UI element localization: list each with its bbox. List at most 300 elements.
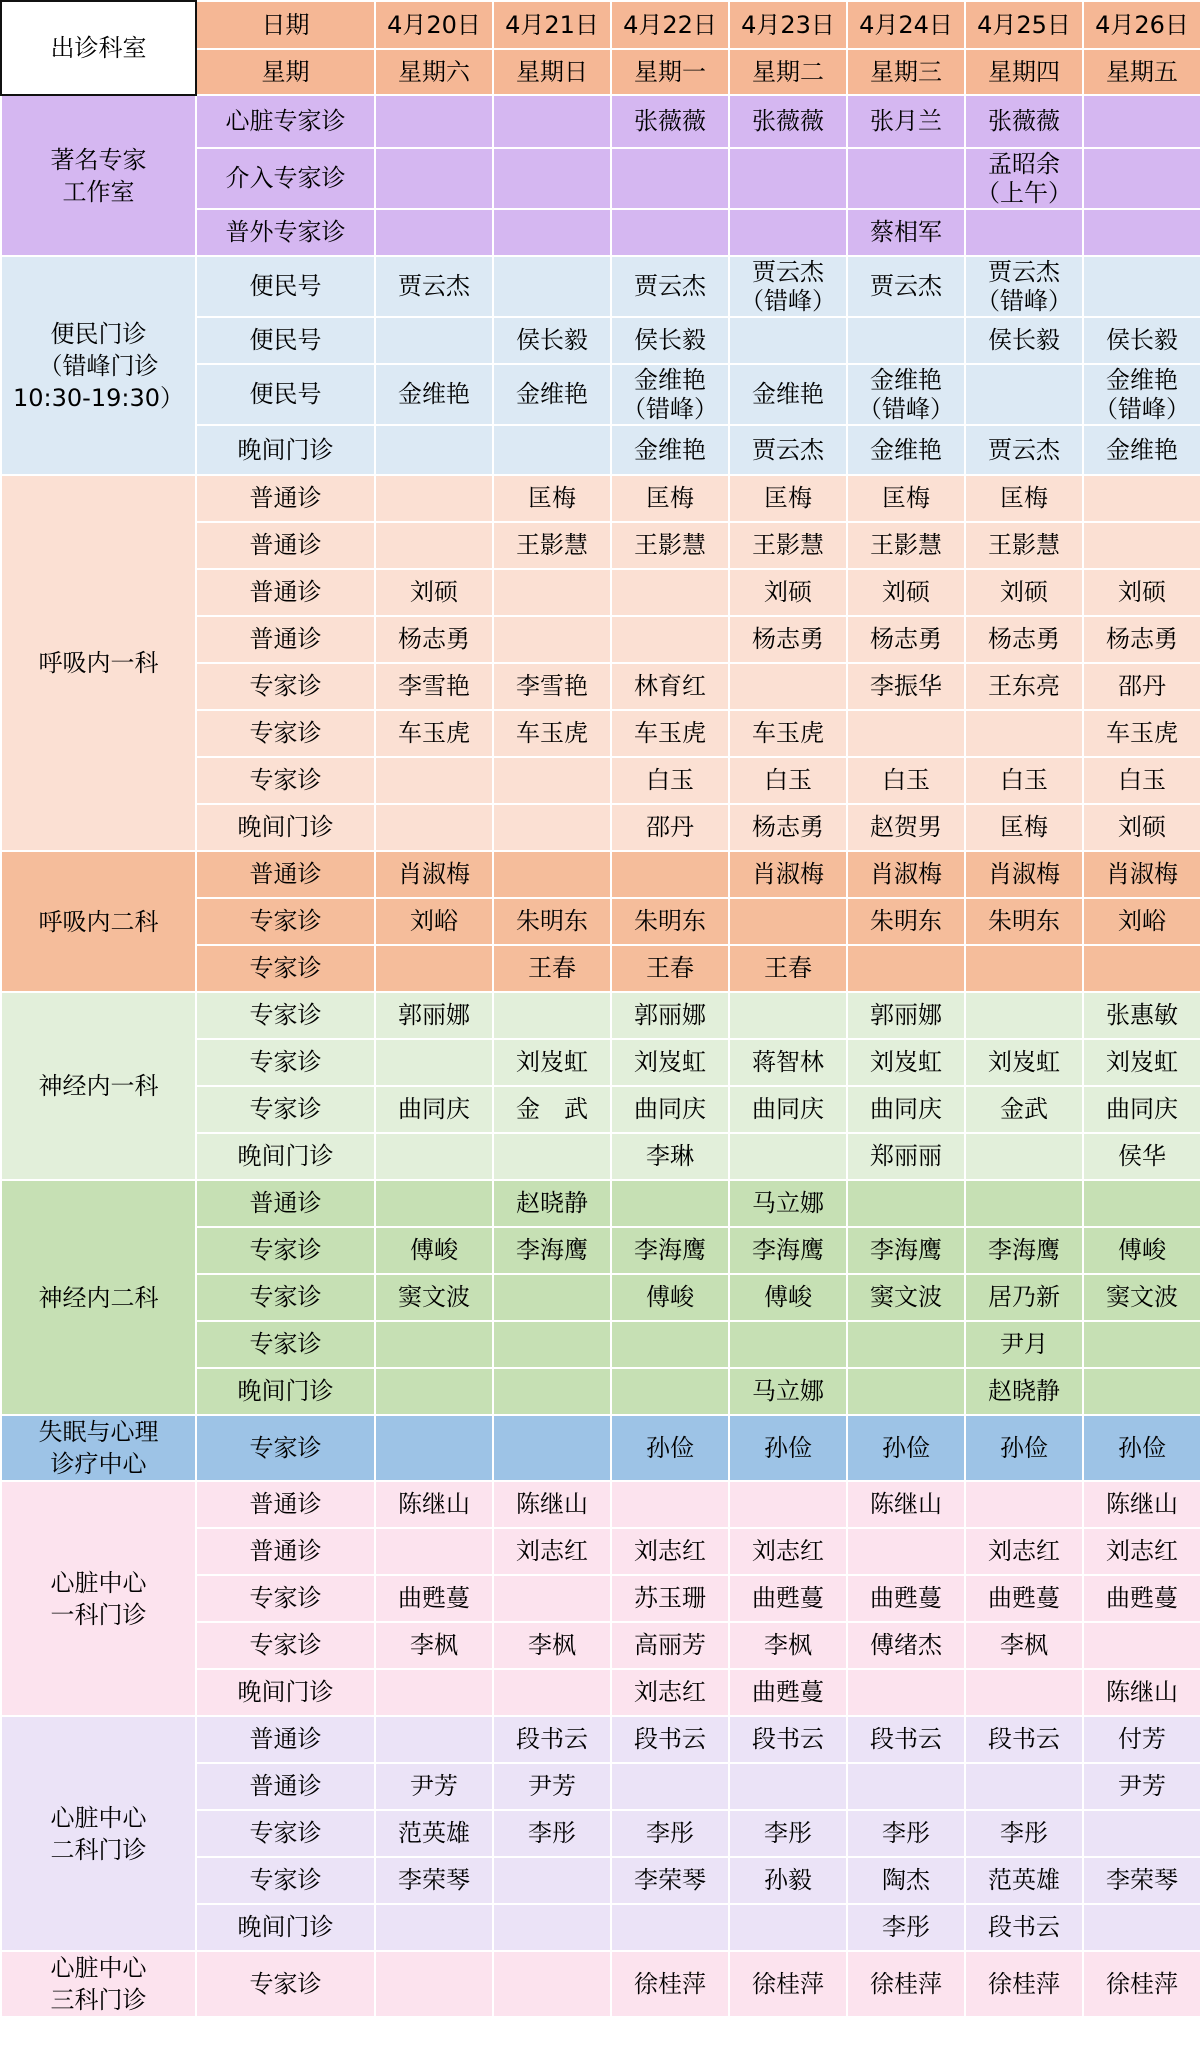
clinic-type-cell: 便民号 (196, 364, 375, 425)
doctor-cell: 段书云 (847, 1716, 965, 1763)
doctor-cell (965, 1481, 1083, 1528)
doctor-cell (375, 95, 493, 148)
department-name-cell: 呼吸内一科 (1, 475, 196, 851)
clinic-type-cell: 专家诊 (196, 710, 375, 757)
doctor-cell (493, 95, 611, 148)
doctor-cell: 匡梅 (965, 475, 1083, 522)
doctor-cell: 刘志红 (729, 1528, 847, 1575)
doctor-cell: 郑丽丽 (847, 1133, 965, 1180)
doctor-cell (493, 1415, 611, 1481)
doctor-cell (493, 1857, 611, 1904)
doctor-cell (1083, 256, 1200, 317)
doctor-cell (847, 1528, 965, 1575)
doctor-cell (375, 1415, 493, 1481)
doctor-cell: 曲甦蔓 (375, 1575, 493, 1622)
doctor-cell: 李荣琴 (611, 1857, 729, 1904)
doctor-cell: 李雪艳 (493, 663, 611, 710)
clinic-type-cell: 专家诊 (196, 1227, 375, 1274)
clinic-type-cell: 便民号 (196, 317, 375, 364)
clinic-type-cell: 普外专家诊 (196, 209, 375, 256)
doctor-cell: 傅绪杰 (847, 1622, 965, 1669)
doctor-cell: 孙俭 (1083, 1415, 1200, 1481)
schedule-row (1, 851, 1200, 898)
doctor-cell (1083, 1810, 1200, 1857)
doctor-cell: 白玉 (729, 757, 847, 804)
doctor-cell: 苏玉珊 (611, 1575, 729, 1622)
doctor-cell (847, 710, 965, 757)
doctor-cell: 孙毅 (729, 1857, 847, 1904)
doctor-cell: 曲甦蔓 (847, 1575, 965, 1622)
doctor-cell: 张薇薇 (965, 95, 1083, 148)
date-cell: 4月21日 (493, 1, 611, 49)
clinic-type-cell: 专家诊 (196, 1415, 375, 1481)
doctor-cell: 张薇薇 (611, 95, 729, 148)
doctor-cell (375, 1368, 493, 1415)
doctor-cell: 刘峪 (375, 898, 493, 945)
department-name-cell: 神经内一科 (1, 992, 196, 1180)
doctor-cell: 曲同庆 (847, 1086, 965, 1133)
doctor-cell: 李彤 (965, 1810, 1083, 1857)
doctor-cell (375, 475, 493, 522)
doctor-cell: 匡梅 (611, 475, 729, 522)
doctor-cell: 车玉虎 (611, 710, 729, 757)
doctor-cell: 白玉 (847, 757, 965, 804)
doctor-cell: 李彤 (847, 1904, 965, 1951)
doctor-cell: 肖淑梅 (729, 851, 847, 898)
doctor-cell: 金 武 (493, 1086, 611, 1133)
doctor-cell: 侯长毅 (965, 317, 1083, 364)
clinic-type-cell: 普通诊 (196, 851, 375, 898)
doctor-cell: 曲甦蔓 (729, 1669, 847, 1716)
clinic-type-cell: 专家诊 (196, 1810, 375, 1857)
doctor-cell (493, 851, 611, 898)
doctor-cell (493, 425, 611, 475)
doctor-cell (375, 1951, 493, 2017)
doctor-cell: 徐桂萍 (611, 1951, 729, 2017)
doctor-cell (1083, 1904, 1200, 1951)
doctor-cell (847, 1180, 965, 1227)
doctor-cell: 金维艳 (375, 364, 493, 425)
date-cell: 4月23日 (729, 1, 847, 49)
doctor-cell: 徐桂萍 (847, 1951, 965, 2017)
doctor-cell: 车玉虎 (375, 710, 493, 757)
doctor-cell (1083, 148, 1200, 209)
doctor-cell (611, 1321, 729, 1368)
doctor-cell: 尹芳 (493, 1763, 611, 1810)
doctor-cell: 孙俭 (965, 1415, 1083, 1481)
department-name-cell: 失眠与心理 诊疗中心 (1, 1415, 196, 1481)
doctor-cell: 段书云 (493, 1716, 611, 1763)
doctor-cell (965, 710, 1083, 757)
doctor-cell: 窦文波 (847, 1274, 965, 1321)
doctor-cell (375, 1180, 493, 1227)
doctor-cell: 金维艳 (493, 364, 611, 425)
doctor-cell: 李海鹰 (847, 1227, 965, 1274)
doctor-cell: 高丽芳 (611, 1622, 729, 1669)
clinic-type-cell: 心脏专家诊 (196, 95, 375, 148)
doctor-cell (847, 1669, 965, 1716)
doctor-cell (729, 992, 847, 1039)
doctor-cell (493, 569, 611, 616)
doctor-cell: 陈继山 (1083, 1669, 1200, 1716)
clinic-type-cell: 普通诊 (196, 475, 375, 522)
doctor-cell (375, 757, 493, 804)
clinic-type-cell: 专家诊 (196, 1622, 375, 1669)
doctor-cell: 李枫 (965, 1622, 1083, 1669)
doctor-cell: 张惠敏 (1083, 992, 1200, 1039)
department-name-cell: 神经内二科 (1, 1180, 196, 1415)
doctor-cell: 刘硕 (1083, 569, 1200, 616)
doctor-cell: 徐桂萍 (729, 1951, 847, 2017)
doctor-cell: 范英雄 (965, 1857, 1083, 1904)
doctor-cell: 李荣琴 (375, 1857, 493, 1904)
doctor-cell: 金维艳 （错峰） (847, 364, 965, 425)
weekday-cell: 星期日 (493, 49, 611, 95)
doctor-cell: 刘志红 (493, 1528, 611, 1575)
doctor-cell: 王影慧 (847, 522, 965, 569)
doctor-cell: 李彤 (611, 1810, 729, 1857)
clinic-type-cell: 专家诊 (196, 1321, 375, 1368)
doctor-cell: 王春 (493, 945, 611, 992)
doctor-cell (493, 992, 611, 1039)
doctor-cell: 王影慧 (493, 522, 611, 569)
doctor-cell (729, 898, 847, 945)
doctor-cell: 李海鹰 (611, 1227, 729, 1274)
clinic-type-cell: 专家诊 (196, 1274, 375, 1321)
doctor-cell (611, 209, 729, 256)
date-cell: 4月26日 (1083, 1, 1200, 49)
doctor-cell: 马立娜 (729, 1180, 847, 1227)
date-cell: 4月24日 (847, 1, 965, 49)
doctor-cell: 段书云 (965, 1716, 1083, 1763)
department-name-cell: 心脏中心 一科门诊 (1, 1481, 196, 1716)
doctor-cell: 贾云杰 （错峰） (729, 256, 847, 317)
clinic-type-cell: 晚间门诊 (196, 1669, 375, 1716)
doctor-cell: 李雪艳 (375, 663, 493, 710)
doctor-cell: 邵丹 (611, 804, 729, 851)
schedule-row (1, 1951, 1200, 2017)
doctor-cell: 王影慧 (965, 522, 1083, 569)
doctor-cell: 范英雄 (375, 1810, 493, 1857)
department-name-cell: 心脏中心 二科门诊 (1, 1716, 196, 1951)
doctor-cell (493, 1133, 611, 1180)
doctor-cell: 侯华 (1083, 1133, 1200, 1180)
doctor-cell: 王春 (611, 945, 729, 992)
doctor-cell (729, 209, 847, 256)
doctor-cell: 白玉 (611, 757, 729, 804)
weekday-label-cell: 星期 (196, 49, 375, 95)
doctor-cell: 肖淑梅 (1083, 851, 1200, 898)
dept-header-cell: 出诊科室 (1, 1, 196, 95)
doctor-cell (729, 1133, 847, 1180)
doctor-cell: 金维艳 (847, 425, 965, 475)
doctor-cell: 贾云杰 (965, 425, 1083, 475)
header-row-dates (1, 1, 1200, 49)
doctor-cell: 朱明东 (493, 898, 611, 945)
doctor-cell (965, 209, 1083, 256)
doctor-cell (1083, 95, 1200, 148)
doctor-cell: 林育红 (611, 663, 729, 710)
doctor-cell: 马立娜 (729, 1368, 847, 1415)
clinic-type-cell: 晚间门诊 (196, 804, 375, 851)
doctor-cell (729, 663, 847, 710)
doctor-cell: 居乃新 (965, 1274, 1083, 1321)
doctor-cell (493, 1669, 611, 1716)
doctor-cell: 徐桂萍 (965, 1951, 1083, 2017)
doctor-cell (493, 1274, 611, 1321)
doctor-cell: 付芳 (1083, 1716, 1200, 1763)
doctor-cell: 邵丹 (1083, 663, 1200, 710)
doctor-cell (965, 1669, 1083, 1716)
doctor-cell (493, 616, 611, 663)
doctor-cell (375, 317, 493, 364)
doctor-cell (965, 1763, 1083, 1810)
department-name-cell: 著名专家 工作室 (1, 95, 196, 256)
doctor-cell: 李彤 (847, 1810, 965, 1857)
doctor-cell (1083, 945, 1200, 992)
doctor-cell: 李枫 (729, 1622, 847, 1669)
doctor-cell (611, 148, 729, 209)
doctor-cell: 刘志红 (965, 1528, 1083, 1575)
schedule-row (1, 95, 1200, 148)
doctor-cell: 蔡相军 (847, 209, 965, 256)
doctor-cell (375, 1904, 493, 1951)
doctor-cell (965, 1133, 1083, 1180)
doctor-cell (493, 209, 611, 256)
doctor-cell: 白玉 (965, 757, 1083, 804)
doctor-cell (965, 945, 1083, 992)
doctor-cell (611, 616, 729, 663)
doctor-cell: 刘志红 (611, 1528, 729, 1575)
doctor-cell: 金维艳 （错峰） (611, 364, 729, 425)
weekday-cell: 星期四 (965, 49, 1083, 95)
doctor-cell: 傅峻 (1083, 1227, 1200, 1274)
doctor-cell (493, 148, 611, 209)
doctor-cell (375, 945, 493, 992)
doctor-cell: 陶杰 (847, 1857, 965, 1904)
clinic-type-cell: 专家诊 (196, 1951, 375, 2017)
doctor-cell: 金武 (965, 1086, 1083, 1133)
doctor-cell: 朱明东 (611, 898, 729, 945)
doctor-cell: 刘硕 (847, 569, 965, 616)
doctor-cell: 杨志勇 (375, 616, 493, 663)
clinic-type-cell: 晚间门诊 (196, 1133, 375, 1180)
doctor-cell: 杨志勇 (965, 616, 1083, 663)
doctor-cell: 贾云杰 (729, 425, 847, 475)
doctor-cell: 李海鹰 (493, 1227, 611, 1274)
schedule-row (1, 256, 1200, 317)
doctor-cell (611, 1180, 729, 1227)
date-cell: 4月22日 (611, 1, 729, 49)
clinic-type-cell: 专家诊 (196, 663, 375, 710)
doctor-cell (847, 1368, 965, 1415)
doctor-cell (375, 1528, 493, 1575)
doctor-cell: 李海鹰 (729, 1227, 847, 1274)
doctor-cell: 蒋智林 (729, 1039, 847, 1086)
doctor-cell: 刘岌虹 (847, 1039, 965, 1086)
doctor-cell: 李琳 (611, 1133, 729, 1180)
doctor-cell (847, 1321, 965, 1368)
doctor-cell: 王春 (729, 945, 847, 992)
doctor-cell: 杨志勇 (847, 616, 965, 663)
clinic-type-cell: 专家诊 (196, 1086, 375, 1133)
doctor-cell (729, 1904, 847, 1951)
doctor-cell: 曲同庆 (1083, 1086, 1200, 1133)
doctor-cell: 赵贺男 (847, 804, 965, 851)
doctor-cell: 匡梅 (729, 475, 847, 522)
doctor-cell: 赵晓静 (965, 1368, 1083, 1415)
department-name-cell: 便民门诊 （错峰门诊 10:30-19:30） (1, 256, 196, 475)
doctor-cell (729, 317, 847, 364)
department-name-cell: 心脏中心 三科门诊 (1, 1951, 196, 2017)
doctor-cell: 陈继山 (1083, 1481, 1200, 1528)
clinic-type-cell: 专家诊 (196, 1575, 375, 1622)
doctor-cell (375, 425, 493, 475)
clinic-type-cell: 专家诊 (196, 898, 375, 945)
doctor-cell (611, 1763, 729, 1810)
weekday-cell: 星期一 (611, 49, 729, 95)
schedule-row (1, 475, 1200, 522)
doctor-cell: 车玉虎 (1083, 710, 1200, 757)
doctor-cell: 王影慧 (611, 522, 729, 569)
doctor-cell: 徐桂萍 (1083, 1951, 1200, 2017)
schedule-row (1, 1180, 1200, 1227)
clinic-type-cell: 晚间门诊 (196, 1368, 375, 1415)
doctor-cell: 匡梅 (493, 475, 611, 522)
doctor-cell: 傅峻 (375, 1227, 493, 1274)
doctor-cell: 朱明东 (965, 898, 1083, 945)
doctor-cell: 白玉 (1083, 757, 1200, 804)
doctor-cell: 肖淑梅 (847, 851, 965, 898)
weekday-cell: 星期五 (1083, 49, 1200, 95)
doctor-cell (847, 317, 965, 364)
doctor-cell: 段书云 (729, 1716, 847, 1763)
weekday-cell: 星期六 (375, 49, 493, 95)
doctor-cell (493, 1321, 611, 1368)
doctor-cell: 尹芳 (375, 1763, 493, 1810)
doctor-cell: 陈继山 (847, 1481, 965, 1528)
doctor-cell: 傅峻 (729, 1274, 847, 1321)
doctor-cell (729, 148, 847, 209)
doctor-cell (611, 1904, 729, 1951)
doctor-cell (493, 1951, 611, 2017)
doctor-cell: 刘志红 (1083, 1528, 1200, 1575)
doctor-cell: 李荣琴 (1083, 1857, 1200, 1904)
doctor-cell: 郭丽娜 (847, 992, 965, 1039)
doctor-cell: 匡梅 (965, 804, 1083, 851)
clinic-type-cell: 普通诊 (196, 1716, 375, 1763)
doctor-cell: 窦文波 (1083, 1274, 1200, 1321)
doctor-cell (375, 522, 493, 569)
clinic-type-cell: 普通诊 (196, 1180, 375, 1227)
doctor-cell: 刘硕 (729, 569, 847, 616)
doctor-cell (1083, 209, 1200, 256)
doctor-cell: 金维艳 (611, 425, 729, 475)
doctor-cell: 曲同庆 (375, 1086, 493, 1133)
doctor-cell (493, 1575, 611, 1622)
doctor-cell: 郭丽娜 (375, 992, 493, 1039)
doctor-cell: 侯长毅 (1083, 317, 1200, 364)
doctor-cell: 李枫 (375, 1622, 493, 1669)
doctor-cell: 刘岌虹 (493, 1039, 611, 1086)
doctor-cell (729, 1321, 847, 1368)
doctor-cell (729, 1481, 847, 1528)
doctor-cell (375, 1716, 493, 1763)
doctor-cell: 刘硕 (1083, 804, 1200, 851)
doctor-cell: 金维艳 (1083, 425, 1200, 475)
doctor-cell: 李彤 (729, 1810, 847, 1857)
doctor-cell: 曲同庆 (729, 1086, 847, 1133)
doctor-cell (375, 209, 493, 256)
clinic-type-cell: 普通诊 (196, 1481, 375, 1528)
doctor-cell: 李枫 (493, 1622, 611, 1669)
clinic-type-cell: 晚间门诊 (196, 425, 375, 475)
doctor-cell (611, 851, 729, 898)
doctor-cell (611, 569, 729, 616)
doctor-cell: 尹月 (965, 1321, 1083, 1368)
clinic-type-cell: 专家诊 (196, 992, 375, 1039)
doctor-cell: 陈继山 (375, 1481, 493, 1528)
doctor-cell: 赵晓静 (493, 1180, 611, 1227)
doctor-cell: 张薇薇 (729, 95, 847, 148)
doctor-cell (493, 256, 611, 317)
clinic-type-cell: 专家诊 (196, 1857, 375, 1904)
department-name-cell: 呼吸内二科 (1, 851, 196, 992)
doctor-cell (611, 1481, 729, 1528)
doctor-cell: 侯长毅 (493, 317, 611, 364)
clinic-type-cell: 普通诊 (196, 616, 375, 663)
clinic-type-cell: 普通诊 (196, 522, 375, 569)
clinic-type-cell: 专家诊 (196, 757, 375, 804)
doctor-cell: 贾云杰 (375, 256, 493, 317)
doctor-cell (493, 1368, 611, 1415)
doctor-cell: 段书云 (965, 1904, 1083, 1951)
doctor-cell (1083, 1368, 1200, 1415)
doctor-cell: 王东亮 (965, 663, 1083, 710)
weekday-cell: 星期三 (847, 49, 965, 95)
doctor-cell: 曲甦蔓 (729, 1575, 847, 1622)
doctor-cell: 孙俭 (847, 1415, 965, 1481)
doctor-cell: 张月兰 (847, 95, 965, 148)
doctor-cell (375, 804, 493, 851)
clinic-type-cell: 普通诊 (196, 1763, 375, 1810)
doctor-cell (375, 1039, 493, 1086)
doctor-cell: 李彤 (493, 1810, 611, 1857)
doctor-cell (1083, 1180, 1200, 1227)
doctor-cell: 曲同庆 (611, 1086, 729, 1133)
doctor-cell: 段书云 (611, 1716, 729, 1763)
doctor-cell: 朱明东 (847, 898, 965, 945)
doctor-cell: 刘岌虹 (611, 1039, 729, 1086)
doctor-cell: 车玉虎 (729, 710, 847, 757)
doctor-cell: 杨志勇 (729, 804, 847, 851)
doctor-cell: 金维艳 (729, 364, 847, 425)
doctor-cell: 贾云杰 （错峰） (965, 256, 1083, 317)
clinic-type-cell: 介入专家诊 (196, 148, 375, 209)
doctor-cell (611, 1368, 729, 1415)
date-cell: 4月20日 (375, 1, 493, 49)
doctor-cell: 刘岌虹 (965, 1039, 1083, 1086)
doctor-cell (493, 757, 611, 804)
doctor-cell (375, 1669, 493, 1716)
doctor-cell: 刘岌虹 (1083, 1039, 1200, 1086)
doctor-cell (965, 1180, 1083, 1227)
doctor-cell: 陈继山 (493, 1481, 611, 1528)
doctor-cell: 匡梅 (847, 475, 965, 522)
date-cell: 4月25日 (965, 1, 1083, 49)
doctor-cell (965, 992, 1083, 1039)
doctor-cell: 郭丽娜 (611, 992, 729, 1039)
